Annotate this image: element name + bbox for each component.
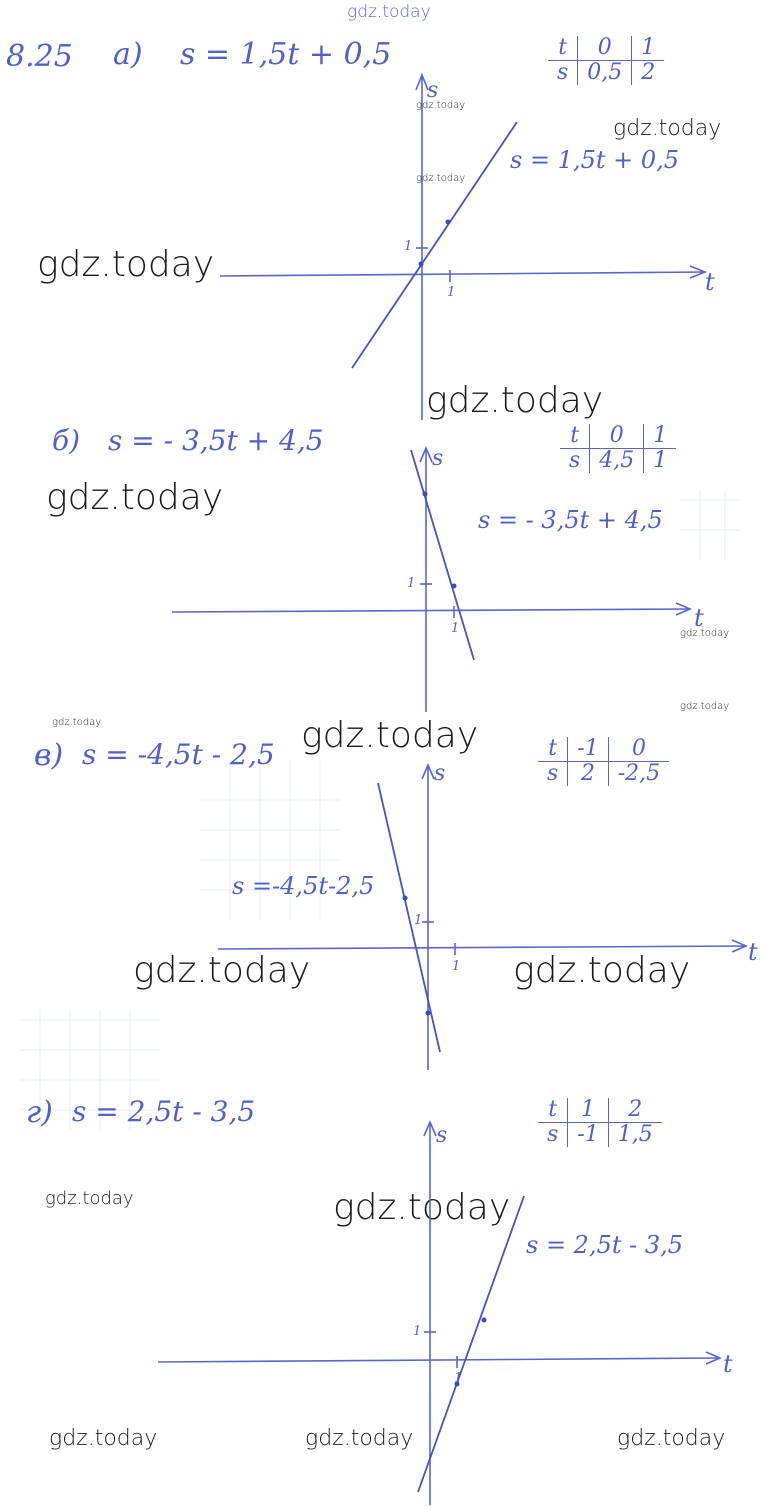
t-axis-label: t bbox=[705, 268, 715, 296]
table-cell: s bbox=[547, 761, 559, 787]
tick-y-label: 1 bbox=[414, 913, 423, 928]
tick-y-label: 1 bbox=[404, 239, 413, 254]
watermark: gdz.today bbox=[416, 100, 466, 111]
table-cell: 1 bbox=[644, 449, 677, 474]
graph-label: s = 2,5t - 3,5 bbox=[526, 1231, 684, 1259]
table-cell: 0 bbox=[578, 36, 632, 61]
s-axis-label: s bbox=[432, 446, 444, 471]
watermark: gdz.today bbox=[37, 244, 215, 285]
table-cell: 0 bbox=[590, 424, 644, 449]
s-axis-label: s bbox=[427, 78, 439, 103]
table-cell: 1 bbox=[632, 36, 665, 61]
table-cell: 0 bbox=[608, 737, 669, 762]
function-line bbox=[418, 1196, 524, 1492]
tick-y-label: 1 bbox=[407, 576, 416, 591]
t-axis-label: t bbox=[723, 1350, 733, 1378]
tick-x-label: 1 bbox=[451, 621, 460, 636]
watermark: gdz.today bbox=[133, 950, 311, 991]
table-cell: s bbox=[569, 448, 581, 474]
table-cell: 2 bbox=[608, 1098, 662, 1123]
table-cell: t bbox=[548, 36, 578, 61]
table-cell: 1 bbox=[568, 1098, 608, 1123]
table-cell: 0,5 bbox=[578, 61, 632, 86]
watermark: gdz.today bbox=[52, 717, 102, 728]
graph-label: s = 1,5t + 0,5 bbox=[510, 146, 680, 174]
watermark: gdz.today bbox=[680, 701, 730, 712]
watermark: gdz.today bbox=[49, 1426, 158, 1451]
table-cell: 4,5 bbox=[590, 449, 644, 474]
tick-x-label: 1 bbox=[447, 285, 456, 300]
graph-label: s = - 3,5t + 4,5 bbox=[478, 506, 663, 534]
s-axis-label: s bbox=[436, 1123, 448, 1148]
table-cell: s bbox=[557, 60, 569, 86]
part-c-equation: s = -4,5t - 2,5 bbox=[82, 738, 275, 771]
watermark: gdz.today bbox=[333, 1187, 511, 1228]
graph-label: s =-4,5t-2,5 bbox=[232, 872, 375, 900]
table-cell: t bbox=[560, 424, 590, 449]
part-d-label: г) bbox=[26, 1095, 53, 1130]
part-c-label: в) bbox=[34, 738, 64, 773]
watermark: gdz.today bbox=[46, 477, 224, 518]
watermark: gdz.today bbox=[680, 628, 730, 639]
watermark: gdz.today bbox=[426, 380, 604, 421]
part-a-label: а) bbox=[113, 37, 143, 72]
watermark: gdz.today bbox=[617, 1426, 726, 1451]
watermark: gdz.today bbox=[301, 715, 479, 756]
part-b-equation: s = - 3,5t + 4,5 bbox=[108, 424, 324, 457]
t-axis bbox=[158, 1358, 720, 1362]
t-axis-label: t bbox=[748, 938, 758, 966]
part-a-equation: s = 1,5t + 0,5 bbox=[180, 37, 392, 72]
problem-number: 8.25 bbox=[6, 39, 73, 74]
table-cell: 1,5 bbox=[608, 1123, 662, 1148]
watermark: gdz.today bbox=[513, 950, 691, 991]
table-cell: t bbox=[538, 1098, 568, 1123]
tick-y-label: 1 bbox=[413, 1324, 422, 1339]
tick-x-label: 1 bbox=[454, 1371, 463, 1386]
table-cell: -1 bbox=[568, 737, 608, 762]
part-d-equation: s = 2,5t - 3,5 bbox=[72, 1095, 256, 1128]
tick-x-label: 1 bbox=[452, 959, 461, 974]
t-axis-label: t bbox=[694, 604, 704, 632]
watermark: gdz.today bbox=[305, 1426, 414, 1451]
table-cell: t bbox=[538, 737, 568, 762]
point bbox=[482, 1318, 487, 1323]
table-cell: 2 bbox=[568, 762, 608, 787]
s-axis-label: s bbox=[434, 761, 446, 786]
watermark: gdz.today bbox=[613, 116, 722, 141]
table-cell: 1 bbox=[644, 424, 677, 449]
watermark-top: gdz.today bbox=[347, 2, 431, 22]
table-cell: s bbox=[547, 1122, 559, 1148]
watermark: gdz.today bbox=[416, 173, 466, 184]
part-b-label: б) bbox=[52, 424, 81, 457]
table-cell: -1 bbox=[568, 1123, 608, 1148]
table-cell: -2,5 bbox=[608, 762, 669, 787]
table-cell: 2 bbox=[632, 61, 665, 86]
watermark: gdz.today bbox=[45, 1188, 134, 1209]
